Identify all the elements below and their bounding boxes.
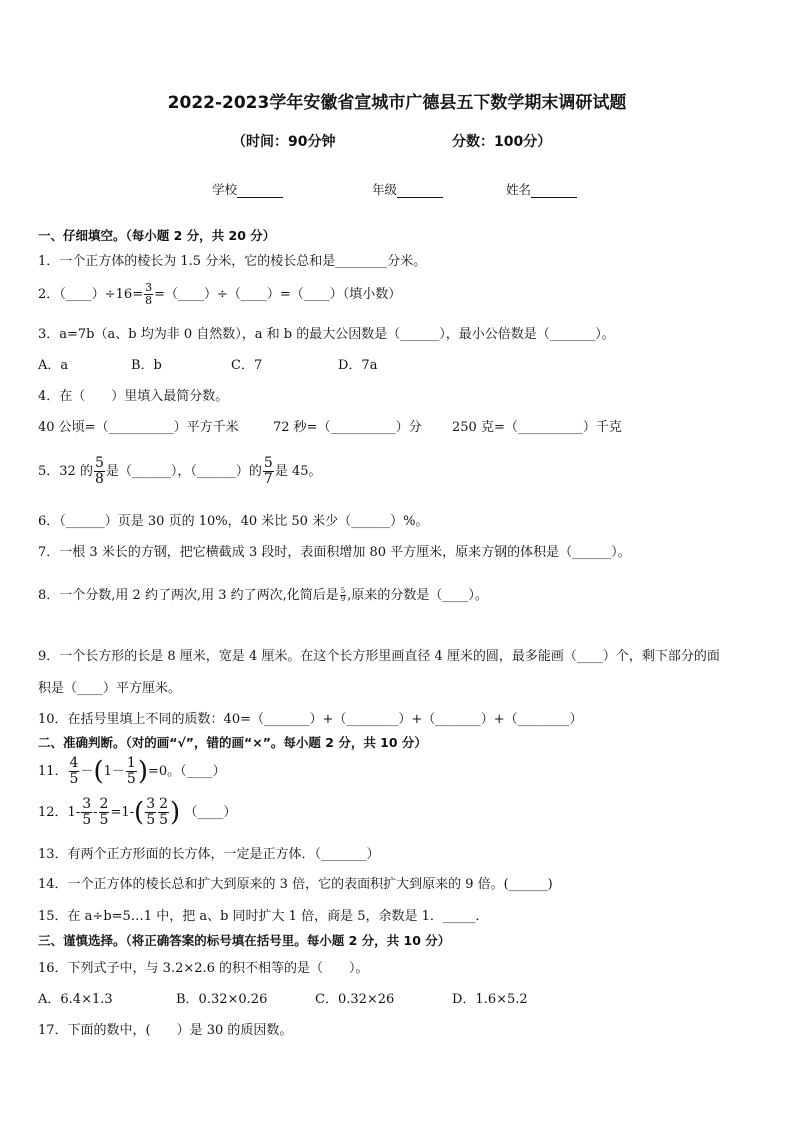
question-3: 3．a=7b（a、b 均为非 0 自然数），a 和 b 的最大公因数是（______），最小公倍数是（_______）。: [38, 327, 615, 342]
q16-option-a: A．6.4×1.3: [38, 992, 113, 1007]
q5-fraction-2: [263, 456, 274, 487]
q16-option-c: C．0.32×26: [315, 992, 395, 1007]
q2-num: 3: [145, 281, 153, 294]
q5-f1-num: 5: [94, 455, 104, 471]
q12-f3-num: 3: [146, 796, 156, 812]
q12-f4-num: 2: [159, 796, 169, 812]
grade-field: [372, 180, 443, 198]
q5-f2-den: 7: [263, 471, 273, 487]
exam-score: 分数：100分）: [452, 134, 552, 150]
question-9-line-2: 积是（____）平方厘米。: [38, 681, 182, 696]
school-field: [212, 180, 283, 198]
q12-f3-den: 5: [146, 812, 156, 828]
q12-fraction-4: [158, 797, 169, 828]
q16-option-d: D．1.6×5.2: [452, 992, 528, 1007]
q11-fraction-2: [126, 756, 137, 787]
name-blank: [531, 183, 577, 198]
q11-open-paren: (: [93, 756, 104, 787]
q12-fraction-3: [145, 797, 156, 828]
question-5: [38, 456, 322, 487]
q5-text-b: 是（______），（______）的: [105, 464, 262, 479]
q12-close-paren: ): [170, 797, 181, 828]
q11-text-d: =0。（____）: [148, 764, 226, 779]
q12-fraction-2: [99, 797, 110, 828]
q5-f1-den: 8: [94, 471, 104, 487]
q12-f1-den: 5: [82, 812, 92, 828]
grade-blank: [397, 183, 443, 198]
q11-fraction-1: [69, 756, 80, 787]
question-14: 14．一个正方体的棱长总和扩大到原来的 3 倍，它的表面积扩大到原来的 9 倍。(______): [38, 877, 553, 892]
name-label: 姓名: [506, 182, 532, 197]
question-15: 15．在 a÷b=5…1 中，把 a、b 同时扩大 1 倍，商是 5，余数是 1．_____．: [38, 909, 489, 924]
q11-f2-num: 1: [126, 755, 136, 771]
question-11: [38, 756, 226, 787]
q12-f2-num: 2: [99, 796, 109, 812]
exam-time: （时间：90分钟: [232, 134, 336, 150]
q8-text-a: 8．一个分数,用 2 约了两次,用 3 约了两次,化简后是: [38, 588, 339, 603]
q3-option-d: D．7a: [338, 358, 378, 373]
q8-num: 5: [340, 587, 346, 595]
q16-option-b: B．0.32×0.26: [176, 992, 268, 1007]
section-2-heading: 二、准确判断。（对的画“√”，错的画“×”。每小题 2 分，共 10 分）: [38, 735, 427, 750]
question-12: [38, 797, 236, 828]
q8-fraction: [340, 588, 346, 603]
question-8: [38, 584, 488, 603]
q4-part-c: 250 克=（__________）千克: [452, 420, 622, 435]
question-9-line-1: 9．一个长方形的长是 8 厘米，宽是 4 厘米。在这个长方形里画直径 4 厘米的圆，最多能画（____）个，剩下部分的面: [38, 649, 720, 664]
q12-f2-den: 5: [99, 812, 109, 828]
q11-text-a: 11．: [38, 764, 68, 779]
q11-text-c: 1－: [103, 764, 125, 779]
school-blank: [237, 183, 283, 198]
question-10: 10．在括号里填上不同的质数：40=（_______）+（________）+（_______）+（________）: [38, 712, 583, 727]
q12-f1-num: 3: [82, 796, 92, 812]
section-1-heading: 一、仔细填空。（每小题 2 分，共 20 分）: [38, 228, 276, 243]
q12-fraction-1: [81, 797, 92, 828]
page-title: 2022-2023学年安徽省宣城市广德县五下数学期末调研试题: [167, 93, 627, 113]
q5-text-c: 是 45。: [274, 464, 322, 479]
q2-den: 8: [145, 294, 153, 307]
question-6: 6．（______）页是 30 页的 10%，40 米比 50 米少（______）%。: [38, 514, 429, 529]
q5-text-a: 5．32 的: [38, 464, 93, 479]
question-13: 13．有两个正方形面的长方体，一定是正方体．（_______）: [38, 847, 380, 862]
q8-den: 9: [340, 595, 346, 603]
q11-minus: －: [80, 764, 94, 779]
grade-label: 年级: [372, 182, 398, 197]
q11-close-paren: ): [137, 756, 148, 787]
q12-open-paren: (: [134, 797, 145, 828]
question-17: 17．下面的数中，( ）是 30 的质因数。: [38, 1023, 293, 1038]
q4-part-b: 72 秒=（__________）分: [273, 420, 422, 435]
q5-fraction-1: [94, 456, 105, 487]
q12-text-c: =1-: [110, 805, 135, 820]
question-2: [38, 282, 401, 307]
q4-part-a: 40 公顷=（__________）平方千米: [38, 420, 239, 435]
question-1: 1．一个正方体的棱长为 1.5 分米，它的棱长总和是________分米。: [38, 254, 427, 269]
q8-text-b: ,原来的分数是（____）。: [347, 588, 488, 603]
name-field: [506, 180, 577, 198]
q2-text-a: 2．（____）÷16=: [38, 287, 144, 302]
school-label: 学校: [212, 182, 238, 197]
q2-text-b: =（____）÷（____）=（____）（填小数）: [154, 287, 402, 302]
q12-text-d: （____）: [184, 805, 237, 820]
question-4: 4．在（ ）里填入最简分数。: [38, 389, 229, 404]
q12-text-a: 12．1-: [38, 805, 81, 820]
q3-option-b: B．b: [131, 358, 162, 373]
q3-option-c: C．7: [231, 358, 263, 373]
q11-f1-num: 4: [69, 755, 79, 771]
q3-option-a: A．a: [38, 358, 69, 373]
q12-f4-den: 5: [159, 812, 169, 828]
q12-text-b: -: [93, 805, 98, 820]
question-16: 16．下列式子中，与 3.2×2.6 的积不相等的是（ ）。: [38, 961, 369, 976]
q11-f1-den: 5: [69, 771, 79, 787]
section-3-heading: 三、谨慎选择。（将正确答案的标号填在括号里。每小题 2 分，共 10 分）: [38, 933, 451, 948]
q5-f2-num: 5: [263, 455, 273, 471]
question-7: 7．一根 3 米长的方钢，把它横截成 3 段时，表面积增加 80 平方厘米，原来方钢的体积是（______）。: [38, 545, 631, 560]
q11-f2-den: 5: [126, 771, 136, 787]
q2-fraction: [144, 282, 153, 307]
